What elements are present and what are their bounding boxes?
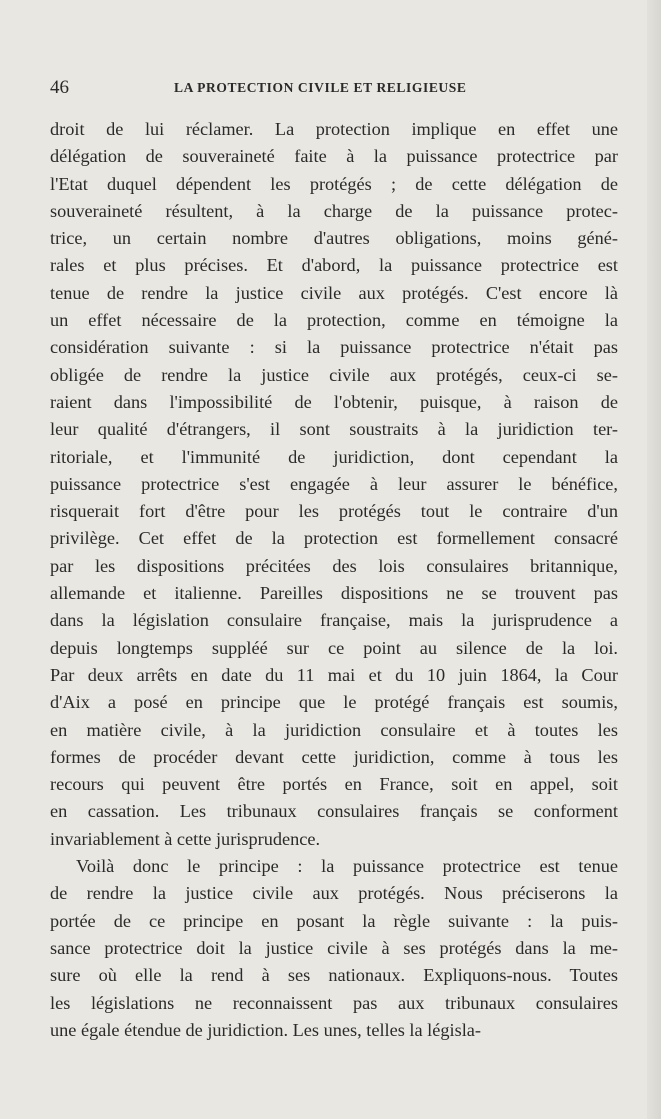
text-line: en matière civile, à la juridiction consulaire et à toutes les xyxy=(50,719,618,740)
text-line: tenue de rendre la justice civile aux protégés. C'est encore là xyxy=(50,282,618,303)
text-line: recours qui peuvent être portés en France, soit en appel, soit xyxy=(50,774,618,795)
page-number: 46 xyxy=(50,77,69,98)
text-line: allemande et italienne. Pareilles dispositions ne se trouvent pas xyxy=(50,583,618,604)
text-line: par les dispositions précitées des lois consulaires britannique, xyxy=(50,555,618,576)
text-line: Par deux arrêts en date du 11 mai et du 10 juin 1864, la Cour xyxy=(50,664,618,685)
body-text xyxy=(50,116,618,1044)
text-line: délégation de souveraineté faite à la puissance protectrice par xyxy=(50,146,618,167)
text-line: formes de procéder devant cette juridiction, comme à tous les xyxy=(50,746,618,767)
text-line: rales et plus précises. Et d'abord, la puissance protectrice est xyxy=(50,255,618,276)
text-line: sance protectrice doit la justice civile à ses protégés dans la me- xyxy=(50,937,618,958)
text-line: d'Aix a posé en principe que le protégé français est soumis, xyxy=(50,692,618,713)
text-line: depuis longtemps suppléé sur ce point au silence de la loi. xyxy=(50,637,618,658)
text-line: privilège. Cet effet de la protection est formellement consacré xyxy=(50,528,618,549)
running-header xyxy=(50,76,618,100)
scan-page-edge xyxy=(647,0,661,1119)
text-line: invariablement à cette jurisprudence. xyxy=(50,828,321,849)
text-line: en cassation. Les tribunaux consulaires français se conforment xyxy=(50,801,618,822)
text-line: trice, un certain nombre d'autres obligations, moins géné- xyxy=(50,228,618,249)
text-line: risquerait fort d'être pour les protégés tout le contraire d'un xyxy=(50,501,618,522)
text-line: sure où elle la rend à ses nationaux. Expliquons-nous. Toutes xyxy=(50,965,618,986)
text-line: dans la législation consulaire française, mais la jurisprudence a xyxy=(50,610,618,631)
text-line: de rendre la justice civile aux protégés. Nous préciserons la xyxy=(50,883,618,904)
text-line: leur qualité d'étrangers, il sont soustraits à la juridiction ter- xyxy=(50,419,618,440)
text-line: Voilà donc le principe : la puissance protectrice est tenue xyxy=(76,856,618,877)
text-line: une égale étendue de juridiction. Les unes, telles la législa- xyxy=(50,1019,481,1040)
text-line: raient dans l'impossibilité de l'obtenir, puisque, à raison de xyxy=(50,391,618,412)
text-line: droit de lui réclamer. La protection implique en effet une xyxy=(50,119,618,139)
text-line: souveraineté résultent, à la charge de la puissance protec- xyxy=(50,200,618,221)
text-line: l'Etat duquel dépendent les protégés ; de cette délégation de xyxy=(50,173,618,194)
text-line: ritoriale, et l'immunité de juridiction, dont cependant la xyxy=(50,446,618,467)
running-title: LA PROTECTION CIVILE ET RELIGIEUSE xyxy=(174,80,467,95)
text-line: considération suivante : si la puissance protectrice n'était pas xyxy=(50,337,618,358)
text-line: portée de ce principe en posant la règle suivante : la puis- xyxy=(50,910,618,931)
text-line: puissance protectrice s'est engagée à leur assurer le bénéfice, xyxy=(50,473,618,494)
text-line: obligée de rendre la justice civile aux protégés, ceux-ci se- xyxy=(50,364,618,385)
text-line: un effet nécessaire de la protection, comme en témoigne la xyxy=(50,310,618,331)
text-line: les législations ne reconnaissent pas aux tribunaux consulaires xyxy=(50,992,618,1013)
